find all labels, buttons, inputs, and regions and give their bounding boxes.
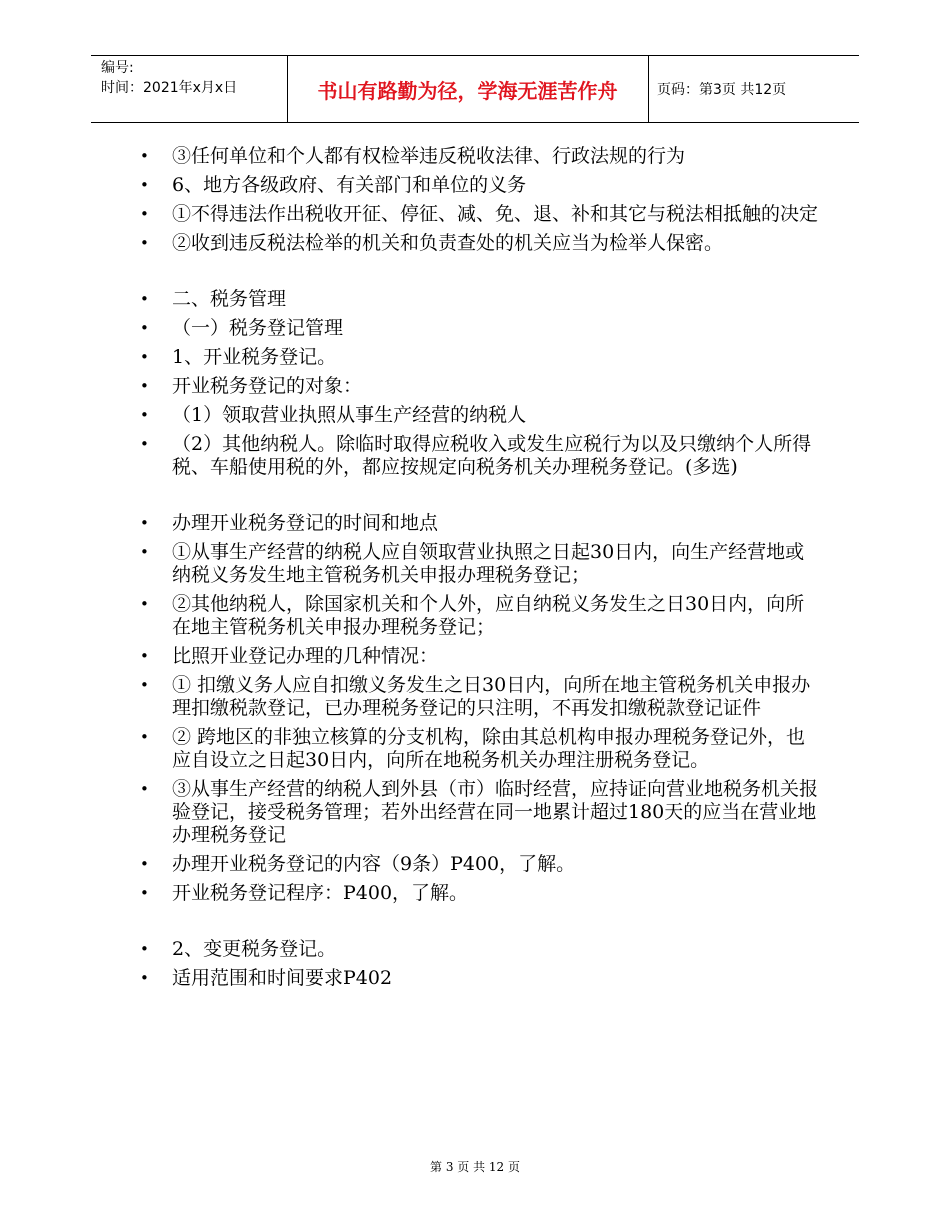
list-item (140, 145, 820, 168)
list-item-text: ①不得违法作出税收开征、停征、减、免、退、补和其它与税法相抵触的决定 (172, 203, 819, 225)
bullet-icon: • (140, 543, 149, 561)
list-item (140, 726, 820, 772)
paragraph-gap (140, 261, 820, 288)
bullet-icon: • (140, 647, 149, 665)
list-item-text: ②其他纳税人，除国家机关和个人外，应自纳税义务发生之日30日内，向所在地主管税务机关申报办理税务登记； (172, 593, 805, 638)
document-body (140, 145, 820, 996)
list-item (140, 853, 820, 876)
list-item-text: 2、变更税务登记。 (172, 938, 337, 960)
bullet-icon: • (140, 147, 149, 165)
bullet-icon: • (140, 377, 149, 395)
list-item-text: 开业税务登记的对象： (172, 375, 363, 397)
paragraph-gap (140, 485, 820, 512)
list-item-text: 比照开业登记办理的几种情况： (172, 645, 439, 667)
header-divider (648, 56, 649, 122)
list-item (140, 938, 820, 961)
list-item (140, 674, 820, 720)
bullet-icon: • (140, 595, 149, 613)
list-item-text: 1、开业税务登记。 (172, 346, 337, 368)
bullet-icon: • (140, 319, 149, 337)
bullet-icon: • (140, 290, 149, 308)
bullet-icon: • (140, 176, 149, 194)
list-item-text: 6、地方各级政府、有关部门和单位的义务 (172, 174, 527, 196)
list-item-text: （1）领取营业执照从事生产经营的纳税人 (172, 404, 527, 426)
list-item-text: ③从事生产经营的纳税人到外县（市）临时经营，应持证向营业地税务机关报验登记，接受税务管理；若外出经营在同一地累计超过180天的应当在营业地办理税务登记 (172, 778, 819, 846)
header-motto: 书山有路勤为径，学海无涯苦作舟 (317, 78, 618, 103)
list-item (140, 288, 820, 311)
bullet-icon: • (140, 940, 149, 958)
list-item-text: ② 跨地区的非独立核算的分支机构，除由其总机构申报办理税务登记外，也应自设立之日起30日内，向所在地税务机关办理注册税务登记。 (172, 726, 806, 771)
bullet-icon: • (140, 780, 149, 798)
list-item-text: 开业税务登记程序：P400，了解。 (172, 882, 469, 904)
list-item-text: 二、税务管理 (172, 288, 287, 310)
list-item (140, 512, 820, 535)
page-footer: 第 3 页 共 12 页 (430, 1160, 520, 1174)
bullet-icon: • (140, 514, 149, 532)
list-item (140, 882, 820, 905)
list-item (140, 375, 820, 398)
bullet-icon: • (140, 205, 149, 223)
bullet-icon: • (140, 348, 149, 366)
list-item (140, 778, 820, 847)
page-header (91, 55, 859, 123)
list-item-text: ① 扣缴义务人应自扣缴义务发生之日30日内，向所在地主管税务机关申报办理扣缴税款登记，已办理税务登记的只注明，不再发扣缴税款登记证件 (172, 674, 811, 719)
list-item-text: 办理开业税务登记的内容（9条）P400，了解。 (172, 853, 576, 875)
list-item (140, 433, 820, 479)
bullet-icon: • (140, 728, 149, 746)
bullet-icon: • (140, 969, 149, 987)
code-label: 编号: (101, 60, 134, 76)
list-item-text: ①从事生产经营的纳税人应自领取营业执照之日起30日内，向生产经营地或纳税义务发生地主管税务机关申报办理税务登记； (172, 541, 805, 586)
list-item-text: ③任何单位和个人都有权检举违反税收法律、行政法规的行为 (172, 145, 686, 167)
bullet-icon: • (140, 676, 149, 694)
list-item-text: 适用范围和时间要求P402 (172, 967, 393, 989)
list-item-text: 办理开业税务登记的时间和地点 (172, 512, 439, 534)
list-item (140, 317, 820, 340)
list-item (140, 541, 820, 587)
list-item (140, 967, 820, 990)
bullet-icon: • (140, 855, 149, 873)
bullet-icon: • (140, 884, 149, 902)
time-label: 时间：2021年x月x日 (101, 80, 238, 96)
list-item (140, 203, 820, 226)
bullet-icon: • (140, 234, 149, 252)
bullet-icon: • (140, 435, 149, 453)
list-item-text: （一）税务登记管理 (172, 317, 344, 339)
list-item (140, 593, 820, 639)
list-item (140, 174, 820, 197)
header-page-info: 页码：第3页 共12页 (657, 82, 787, 98)
list-item (140, 232, 820, 255)
list-item-text: ②收到违反税法检举的机关和负责查处的机关应当为检举人保密。 (172, 232, 724, 254)
list-item (140, 346, 820, 369)
list-item (140, 404, 820, 427)
paragraph-gap (140, 911, 820, 938)
bullet-icon: • (140, 406, 149, 424)
list-item-text: （2）其他纳税人。除临时取得应税收入或发生应税行为以及只缴纳个人所得税、车船使用税的外，都应按规定向税务机关办理税务登记。(多选) (172, 433, 812, 478)
header-meta (101, 58, 286, 98)
list-item (140, 645, 820, 668)
